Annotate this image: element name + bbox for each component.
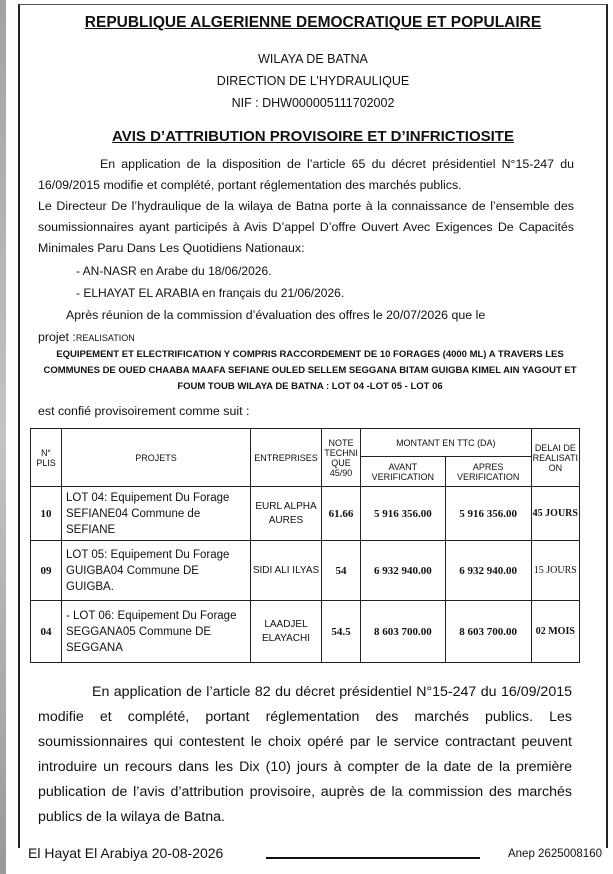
header-apres: APRES VERIFICATION <box>445 457 531 487</box>
row-note: 61.66 <box>322 487 361 541</box>
attribution-table <box>30 428 580 663</box>
row-entreprise: EURL ALPHA AURES <box>251 487 322 541</box>
intro-paragraph-3: Après réunion de la commission d’évaluation des offres le 20/07/2026 que le <box>66 308 486 322</box>
wilaya-line: WILAYA DE BATNA <box>258 52 368 66</box>
row-projet: LOT 04: Equipement Du Forage SEFIANE04 Commune de SEFIANE <box>62 487 251 541</box>
row-apres: 5 916 356.00 <box>445 487 531 541</box>
header-note: NOTE TECHNI QUE 45/90 <box>322 429 361 487</box>
header-avant: AVANT VERIFICATION <box>361 457 446 487</box>
row-apres: 6 932 940.00 <box>445 541 531 601</box>
row-projet: - LOT 06: Equipement Du Forage SEGGANA05 Commune DE SEGGANA <box>62 601 251 663</box>
intro-paragraph-1: En application de la disposition de l’article 65 du décret présidentiel N°15-247 du 16/09/2015 modifie et complété, portant réglementation des marchés publics. <box>38 157 574 192</box>
header-num: N° PLIS <box>31 429 62 487</box>
row-num: 04 <box>31 601 62 663</box>
row-note: 54 <box>322 541 361 601</box>
lots-description: EQUIPEMENT ET ELECTRIFICATION Y COMPRIS RACCORDEMENT DE 10 FORAGES (4000 ML) A TRAVERS LES COMMUNES DE OUED CHAABA MAAFA SEFIANE OULED SELLEM SEGGANA BITAM GUIGBA KIMEL AIN YAGOUT ET FOUM TOUB WILAYA DE BATNA : LOT 04 -LOT 05 - LOT 06 <box>43 349 577 392</box>
projet-line <box>38 330 135 344</box>
row-entreprise: SIDI ALI ILYAS <box>251 541 322 601</box>
row-delai: 02 MOIS <box>531 601 579 663</box>
table-row <box>31 487 580 541</box>
header-delai: DELAI DE REALISATI ON <box>531 429 579 487</box>
notice-title: AVIS D’ATTRIBUTION PROVISOIRE ET D’INFRICTIOSITE <box>112 128 514 145</box>
footer <box>20 845 606 863</box>
table-row <box>31 541 580 601</box>
intro-paragraph-4: est confié provisoirement comme suit : <box>38 404 250 418</box>
row-avant: 5 916 356.00 <box>361 487 446 541</box>
header-montant: MONTANT EN TTC (DA) <box>361 429 532 457</box>
direction-line: DIRECTION DE L’HYDRAULIQUE <box>216 74 410 88</box>
press-an-nasr: - AN-NASR en Arabe du 18/06/2026. <box>76 264 272 278</box>
row-avant: 8 603 700.00 <box>361 601 446 663</box>
footer-rule <box>266 857 480 859</box>
closing-paragraph: En application de l’article 82 du décret présidentiel N°15-247 du 16/09/2015 modifie et complété, portant réglementation des marchés publics. Les soumissionnaires qui contestent le choix opéré par le service contractant peuvent introduire un recours dans les Dix (10) jours à compter de la date de la première publication de l’avis d’attribution provisoire, auprès de la commission des marchés publics de la wilaya de Batna. <box>38 684 572 825</box>
row-delai: 45 JOURS <box>531 487 579 541</box>
row-avant: 6 932 940.00 <box>361 541 446 601</box>
header-entreprises: ENTREPRISES <box>251 429 322 487</box>
press-elhayat: - ELHAYAT EL ARABIA en français du 21/06/2026. <box>76 286 345 300</box>
table-header-row <box>31 429 580 457</box>
projet-realisation: REALISATION <box>75 333 135 343</box>
table-row <box>31 601 580 663</box>
intro-paragraph-2: Le Directeur De l’hydraulique de la wilaya de Batna porte à la connaissance de l’ensemble des soumissionnaires ayant participés à Avis D’appel D’offre Ouvert Avec Exigences De Capacités Minimales Paru Dans Les Quotidiens Nationaux: <box>38 199 574 255</box>
projet-prefix: projet : <box>38 330 76 344</box>
row-projet: LOT 05: Equipement Du Forage GUIGBA04 Commune DE GUIGBA. <box>62 541 251 601</box>
row-num: 09 <box>31 541 62 601</box>
row-delai: 15 JOURS <box>531 541 579 601</box>
nif-line: NIF : DHW000005111702002 <box>231 96 395 110</box>
scan-edge <box>0 0 6 874</box>
row-apres: 8 603 700.00 <box>445 601 531 663</box>
row-entreprise: LAADJEL ELAYACHI <box>251 601 322 663</box>
row-num: 10 <box>31 487 62 541</box>
footer-publication: El Hayat El Arabiya 20-08-2026 <box>28 845 224 861</box>
header-projets: PROJETS <box>62 429 251 487</box>
republic-title: REPUBLIQUE ALGERIENNE DEMOCRATIQUE ET POPULAIRE <box>84 14 542 31</box>
footer-anep: Anep 2625008160 <box>507 848 602 860</box>
row-note: 54.5 <box>322 601 361 663</box>
